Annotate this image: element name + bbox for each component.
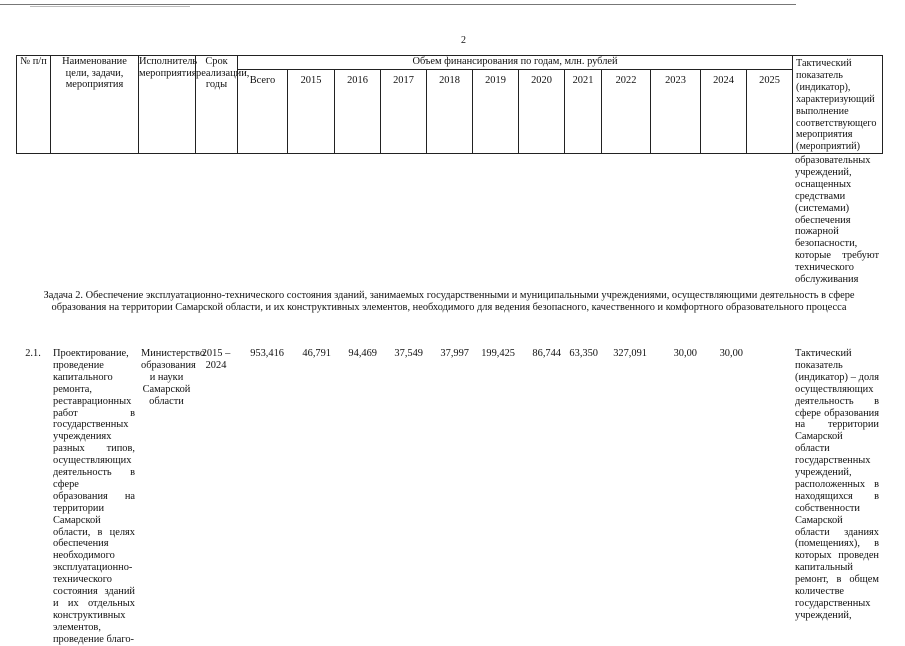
header-year: 2015: [288, 70, 335, 154]
table-row: [16, 348, 882, 646]
header-total: Всего: [238, 70, 288, 154]
header-funding-group: Объем финансирования по годам, млн. рублей: [238, 56, 793, 70]
row-total: 953,416: [250, 347, 284, 359]
tactical-continuation: образовательных учреждений, оснащенных средствами (системами) обеспечения пожарной безопасности, которые требуют технического обслуживания: [795, 155, 879, 286]
header-year: 2025: [747, 70, 793, 154]
header-executor: Исполнитель мероприятия: [139, 56, 196, 154]
task-row: [16, 286, 882, 348]
row-value: 37,997: [440, 347, 469, 359]
row-value: 327,091: [613, 347, 647, 359]
row-value: 94,469: [348, 347, 377, 359]
header-year: 2021: [565, 70, 602, 154]
table-body: [16, 155, 882, 646]
row-term: 2015 – 2024: [201, 347, 231, 371]
header-year: 2023: [651, 70, 701, 154]
header-num: № п/п: [17, 56, 51, 154]
row-value: 30,00: [719, 347, 743, 359]
header-year: 2022: [602, 70, 651, 154]
row-value: 86,744: [532, 347, 561, 359]
page-number: 2: [461, 35, 466, 46]
row-value: 46,791: [302, 347, 331, 359]
header-year: 2019: [473, 70, 519, 154]
row-num: 2.1.: [25, 347, 41, 359]
continuation-row: [16, 155, 882, 286]
header-year: 2017: [381, 70, 427, 154]
header-year: 2024: [701, 70, 747, 154]
header-tactical: Тактический показатель (индикатор), характеризующий выполнение соответствующего мероприятия (мероприятий): [793, 56, 883, 154]
row-value: 63,350: [569, 347, 598, 359]
header-term: Срок реализации, годы: [196, 56, 238, 154]
row-value: 37,549: [394, 347, 423, 359]
row-value: 30,00: [673, 347, 697, 359]
top-rule: [0, 4, 796, 5]
table-header: [16, 55, 883, 154]
header-name: Наименование цели, задачи, мероприятия: [51, 56, 139, 154]
header-year: 2018: [427, 70, 473, 154]
header-year: 2020: [519, 70, 565, 154]
row-value: 199,425: [481, 347, 515, 359]
header-year: 2016: [335, 70, 381, 154]
top-rule-secondary: [30, 6, 190, 7]
row-tactical: Тактический показатель (индикатор) – доля осуществляющих деятельность в сфере образования на территории Самарской области государственных учреждений, расположенных в находящихся в собственности Самарской области зданиях (помещениях), в которых проведен капитальный ремонт, в общем количестве государственных учреждений,: [795, 347, 879, 621]
row-executor: Министерство образования и науки Самарской области: [141, 347, 206, 407]
row-name: Проектирование, проведение капитального ремонта, реставрационных работ в государственных учреждениях разных типов, осуществляющих деятельность в сфере образования на территории Самарской области, в целях обеспечения необходимого эксплуатационно-технического состояния зданий и их отдельных конструктивных элементов, проведение благо-: [53, 347, 135, 645]
task-heading: Задача 2. Обеспечение эксплуатационно-технического состояния зданий, занимаемых государственными и муниципальными учреждениями, осуществляющими деятельность в сфере образования на территории Самарской области, и их конструктивных элементов, необходимого для ведения безопасного, качественного и комфортного образовательного процесса: [43, 289, 855, 314]
row-value: [746, 348, 792, 646]
